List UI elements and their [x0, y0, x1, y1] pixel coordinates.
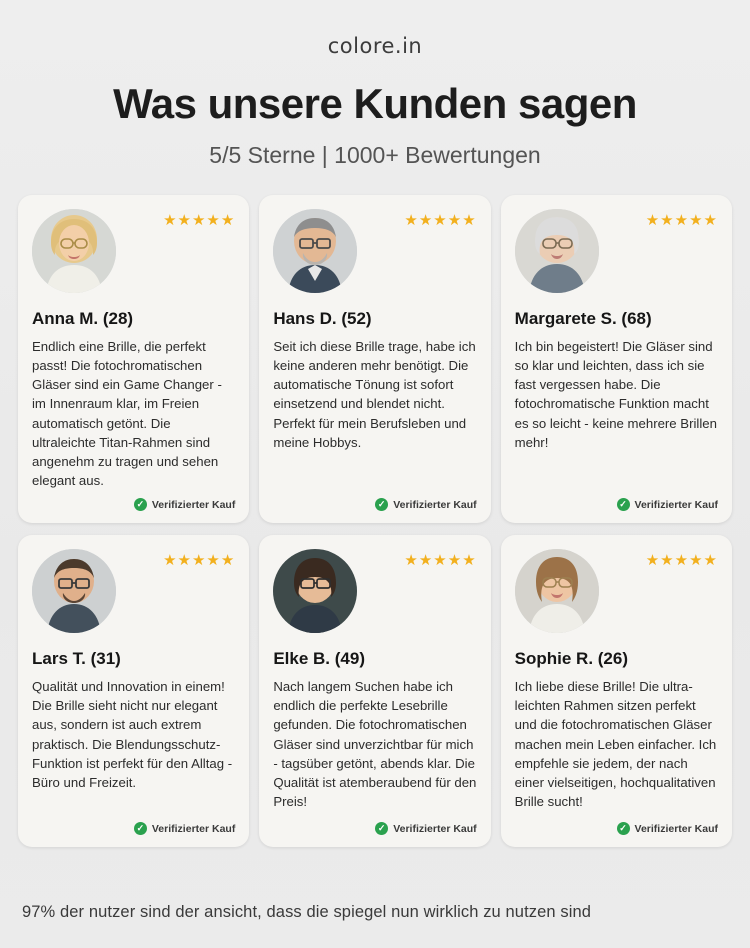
verified-badge — [32, 822, 235, 835]
young-man-dark-hair-glasses-avatar — [32, 549, 116, 633]
verified-label: Verifizierter Kauf — [393, 822, 477, 835]
verified-label: Verifizierter Kauf — [151, 822, 236, 835]
review-card-header — [515, 549, 718, 633]
review-card — [259, 535, 490, 847]
verified-label: Verifizierter Kauf — [634, 822, 718, 835]
verified-label: Verifizierter Kauf — [393, 498, 477, 511]
review-text: Ich bin begeistert! Die Gläser sind so klar und leichten, dass ich sie fast vergessen habe. Die fotochromatische Funktion macht es so leicht - keine mehrere Brillen mehr! — [514, 339, 717, 450]
verified-badge — [515, 498, 718, 511]
star-rating: ★★★★★ — [645, 212, 718, 229]
star-rating: ★★★★★ — [645, 552, 718, 570]
review-card-header — [32, 209, 235, 293]
review-text: Endlich eine Brille, die perfekt passt! Die fotochromatischen Gläser sind ein Game Changer - im Innenraum klar, im Freien automatisch getönt. Die ultraleichte Titan-Rahmen sind angenehm zu tragen und sehen elegant aus. — [32, 339, 222, 488]
verified-badge — [273, 498, 476, 511]
check-icon: ✓ — [375, 822, 388, 835]
review-text: Nach langem Suchen habe ich endlich die perfekte Lesebrille gefunden. Die fotochromatischen Gläser sind unverzichtbar für mich - tagsüber getönt, abends klar. Die Qualität ist atemberaubend für den Preis! — [273, 679, 477, 809]
young-woman-brown-hair-glasses-avatar — [515, 549, 599, 633]
review-card — [18, 535, 249, 847]
review-card — [501, 535, 732, 847]
woman-dark-hair-glasses-avatar — [273, 549, 357, 633]
review-card-header — [515, 209, 718, 293]
reviewer-name: Anna M. (28) — [32, 309, 134, 328]
check-icon: ✓ — [375, 498, 388, 511]
review-card — [18, 195, 249, 523]
review-grid — [18, 195, 732, 847]
check-icon: ✓ — [134, 498, 147, 511]
reviewer-name: Margarete S. (68) — [514, 309, 652, 328]
verified-label: Verifizierter Kauf — [151, 498, 236, 511]
reviewer-name: Lars T. (31) — [32, 649, 121, 669]
page-title: Was unsere Kunden sagen — [113, 80, 637, 127]
review-text: Qualität und Innovation in einem! Die Brille sieht nicht nur elegant aus, sondern ist auch extrem praktisch. Die Blendungsschutz-Funktion ist perfekt für den Alltag - Büro und Freizeit. — [32, 679, 233, 790]
reviewer-name: Sophie R. (26) — [514, 649, 629, 669]
check-icon: ✓ — [134, 822, 147, 835]
star-rating: ★★★★★ — [163, 552, 236, 570]
verified-label: Verifizierter Kauf — [634, 498, 718, 511]
verified-badge — [32, 498, 235, 511]
verified-badge — [515, 822, 718, 835]
rating-summary: 5/5 Sterne | 1000+ Bewertungen — [209, 142, 541, 168]
verified-badge — [273, 822, 476, 835]
review-text: Seit ich diese Brille trage, habe ich keine anderen mehr benötigt. Die automatische Tönung ist sofort einsetzend und blendet nicht. Perfekt für mein Berufsleben und meine Hobbys. — [273, 339, 476, 450]
star-rating: ★★★★★ — [404, 552, 477, 570]
footer-statistic: 97% der nutzer sind der ansicht, dass die spiegel nun wirklich zu nutzen sind — [22, 903, 592, 921]
review-card-header — [273, 549, 476, 633]
review-card-header — [32, 549, 235, 633]
review-text: Ich liebe diese Brille! Die ultra-leichten Rahmen sitzen perfekt und die fotochromatischen Gläser machen mein Leben einfacher. Ich empfehle sie jedem, der nach einer vielseitigen, hochqualitativen Brille sucht! — [514, 679, 717, 809]
reviewer-name: Hans D. (52) — [273, 309, 372, 328]
star-rating: ★★★★★ — [404, 212, 477, 229]
senior-woman-white-hair-glasses-avatar — [515, 209, 599, 293]
check-icon: ✓ — [617, 822, 630, 835]
check-icon: ✓ — [617, 498, 630, 511]
woman-blonde-glasses-avatar — [32, 209, 116, 293]
man-gray-beard-glasses-avatar — [273, 209, 357, 293]
star-rating: ★★★★★ — [163, 212, 236, 229]
review-card — [501, 195, 732, 523]
review-card — [259, 195, 490, 523]
review-card-header — [273, 209, 476, 293]
reviewer-name: Elke B. (49) — [273, 649, 365, 669]
brand-logo: colore.in — [327, 34, 423, 58]
